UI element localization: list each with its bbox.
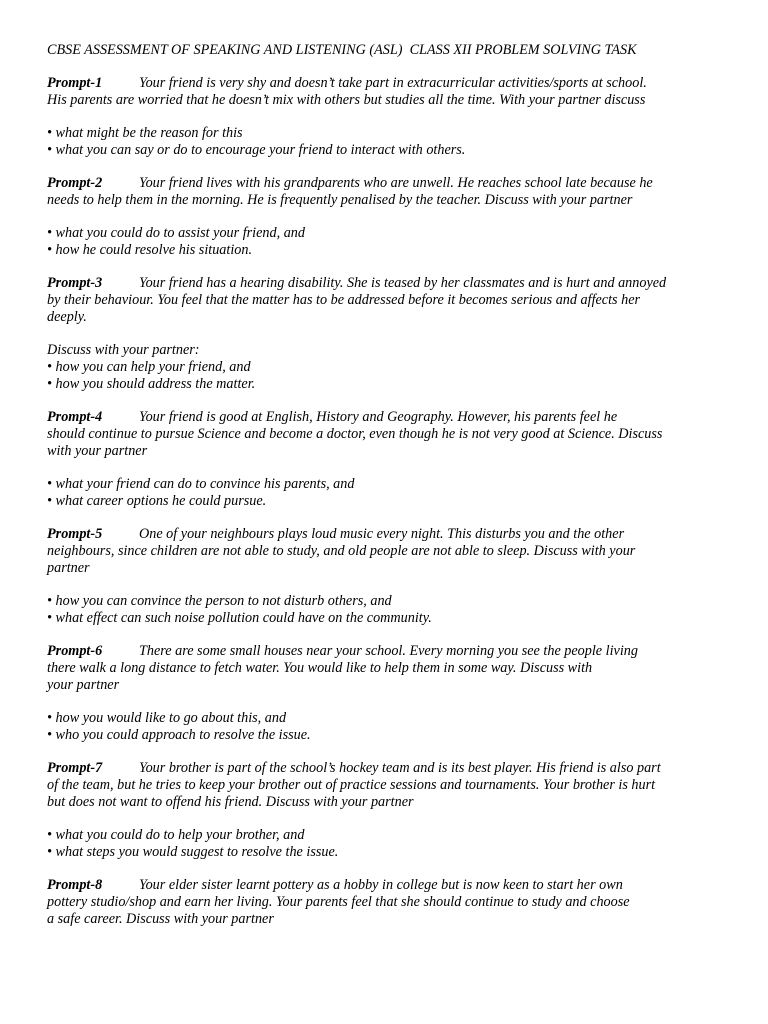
- prompt-text: Your friend has a hearing disability. She is teased by her classmates and is hurt and annoyed: [139, 275, 667, 291]
- prompt-text-line: but does not want to offend his friend. Discuss with your partner: [47, 794, 414, 810]
- bullet-item: • what you can say or do to encourage your friend to interact with others.: [47, 142, 466, 158]
- prompt-section-8: [47, 877, 722, 928]
- bullet-item: • how you would like to go about this, and: [47, 710, 287, 726]
- prompt-section-5: [47, 526, 722, 627]
- prompt-section-1: [47, 75, 722, 159]
- prompt-label: Prompt-1: [47, 75, 103, 91]
- prompt-text-line: your partner: [47, 677, 120, 693]
- prompt-label: Prompt-4: [47, 409, 103, 425]
- prompt-label: Prompt-2: [47, 175, 103, 191]
- bullet-item: • how he could resolve his situation.: [47, 242, 253, 258]
- prompt-text-line: pottery studio/shop and earn her living. Your parents feel that she should continue to study and choose: [47, 894, 630, 910]
- prompt-text-line: deeply.: [47, 309, 87, 325]
- prompt-text-line: of the team, but he tries to keep your brother out of practice sessions and tournaments. Your brother is hurt: [47, 777, 656, 793]
- prompt-text-line: with your partner: [47, 443, 148, 459]
- prompt-text: Your friend is good at English, History and Geography. However, his parents feel he: [139, 409, 618, 425]
- prompt-text-line: [47, 409, 722, 426]
- prompt-section-3: [47, 275, 722, 393]
- prompt-text-line: [47, 643, 722, 660]
- prompt-label: Prompt-5: [47, 526, 103, 542]
- bullet-item: • how you can convince the person to not disturb others, and: [47, 593, 392, 609]
- prompt-label: Prompt-8: [47, 877, 103, 893]
- prompt-text-line: should continue to pursue Science and become a doctor, even though he is not very good at Science. Discuss: [47, 426, 663, 442]
- prompt-text-line: neighbours, since children are not able to study, and old people are not able to sleep. Discuss with your: [47, 543, 636, 559]
- prompt-section-4: [47, 409, 722, 510]
- bullet-item: • what might be the reason for this: [47, 125, 243, 141]
- bullet-item: • what steps you would suggest to resolve the issue.: [47, 844, 339, 860]
- prompt-text-line: [47, 75, 722, 92]
- prompt-list: [47, 75, 722, 928]
- prompt-text-line: [47, 877, 722, 894]
- bullet-item: • what effect can such noise pollution could have on the community.: [47, 610, 432, 626]
- prompt-text-line: [47, 175, 722, 192]
- prompt-intro: Discuss with your partner:: [47, 342, 200, 358]
- prompt-text-line: [47, 275, 722, 292]
- prompt-text-line: there walk a long distance to fetch water. You would like to help them in some way. Discuss with: [47, 660, 593, 676]
- prompt-section-6: [47, 643, 722, 744]
- prompt-text-line: [47, 760, 722, 777]
- prompt-text-line: needs to help them in the morning. He is frequently penalised by the teacher. Discuss with your partner: [47, 192, 633, 208]
- prompt-text: One of your neighbours plays loud music every night. This disturbs you and the other: [139, 526, 625, 542]
- prompt-text-line: a safe career. Discuss with your partner: [47, 911, 274, 927]
- prompt-text-line: partner: [47, 560, 90, 576]
- prompt-section-2: [47, 175, 722, 259]
- bullet-item: • what you could do to help your brother, and: [47, 827, 305, 843]
- bullet-item: • who you could approach to resolve the issue.: [47, 727, 311, 743]
- prompt-section-7: [47, 760, 722, 861]
- prompt-text-line: by their behaviour. You feel that the matter has to be addressed before it becomes serious and affects her: [47, 292, 641, 308]
- bullet-item: • how you should address the matter.: [47, 376, 256, 392]
- prompt-label: Prompt-7: [47, 760, 103, 776]
- document-title: CBSE ASSESSMENT OF SPEAKING AND LISTENING (ASL) CLASS XII PROBLEM SOLVING TASK: [47, 42, 637, 58]
- prompt-text: There are some small houses near your school. Every morning you see the people living: [139, 643, 638, 659]
- bullet-item: • what you could do to assist your friend, and: [47, 225, 305, 241]
- bullet-item: • how you can help your friend, and: [47, 359, 251, 375]
- prompt-text: Your brother is part of the school’s hockey team and is its best player. His friend is also part: [139, 760, 661, 776]
- prompt-text: Your friend is very shy and doesn’t take part in extracurricular activities/sports at school.: [139, 75, 647, 91]
- prompt-text: Your friend lives with his grandparents who are unwell. He reaches school late because he: [139, 175, 653, 191]
- prompt-label: Prompt-3: [47, 275, 103, 291]
- prompt-text: Your elder sister learnt pottery as a hobby in college but is now keen to start her own: [139, 877, 623, 893]
- bullet-item: • what your friend can do to convince his parents, and: [47, 476, 355, 492]
- bullet-item: • what career options he could pursue.: [47, 493, 267, 509]
- prompt-text-line: [47, 526, 722, 543]
- prompt-text-line: His parents are worried that he doesn’t mix with others but studies all the time. With your partner discuss: [47, 92, 646, 108]
- prompt-label: Prompt-6: [47, 643, 103, 659]
